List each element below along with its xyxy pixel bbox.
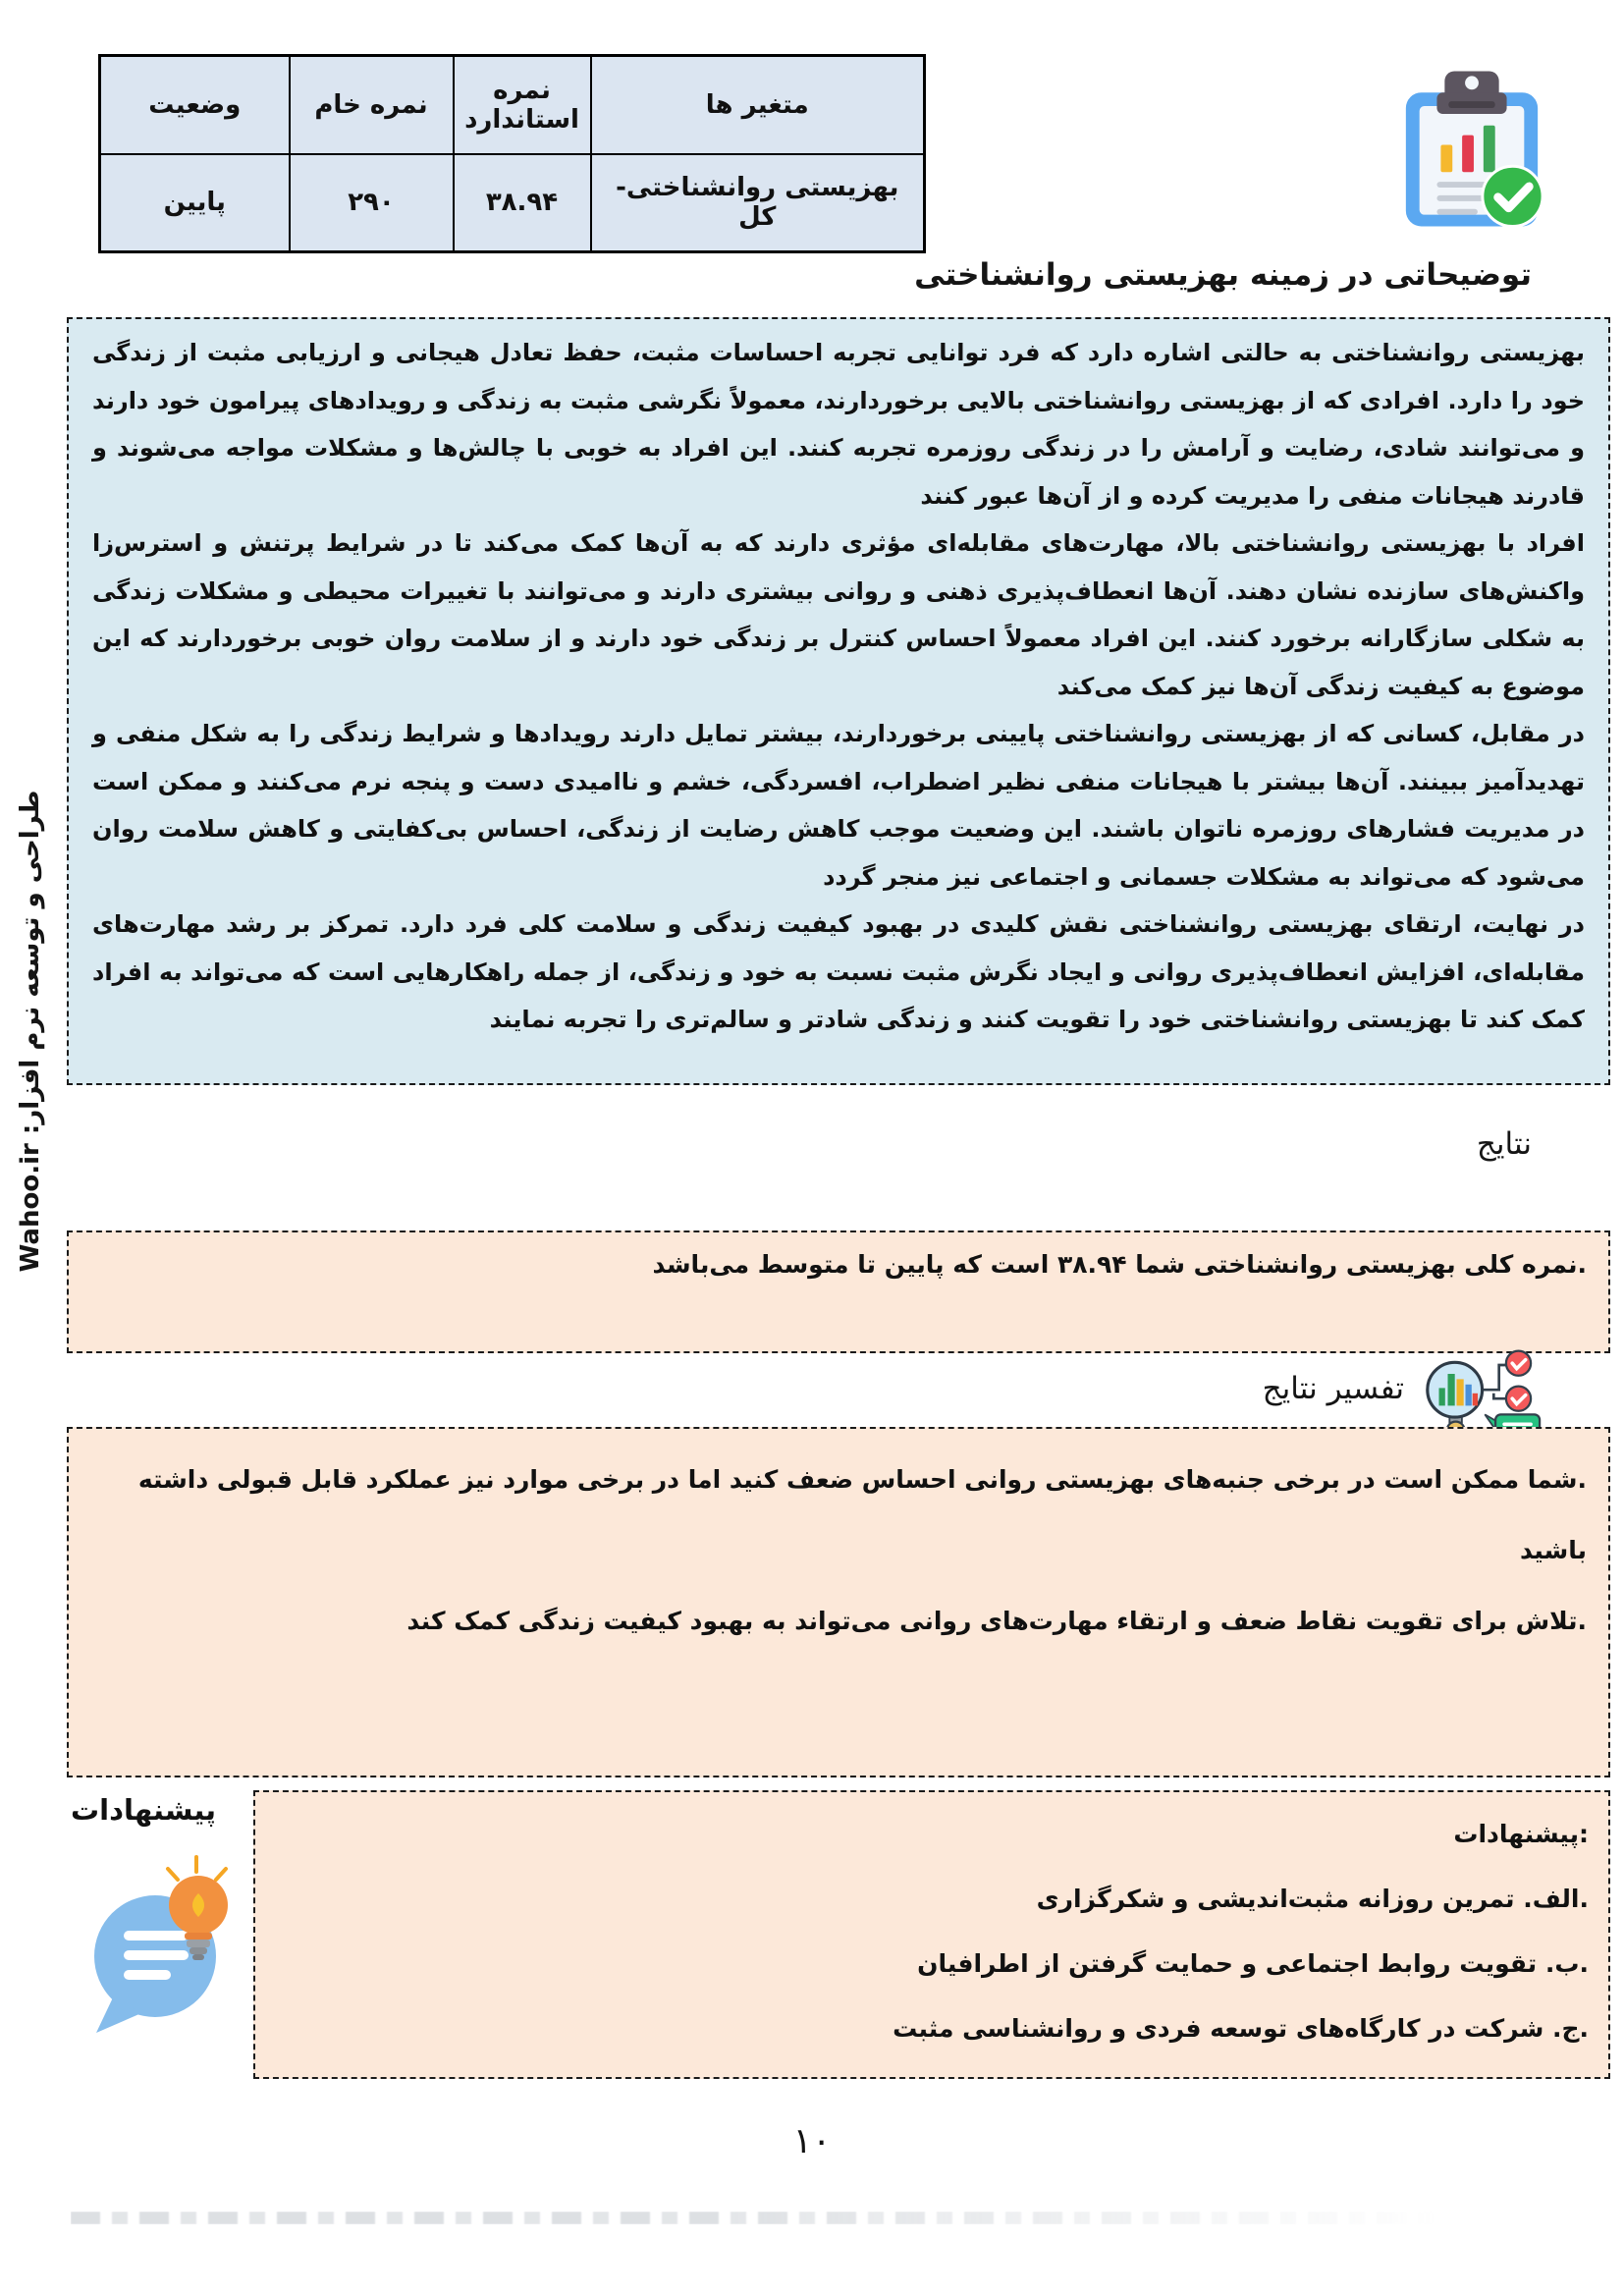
suggestions-box <box>253 1790 1610 2079</box>
header-standard-score: نمره استاندارد <box>454 56 591 154</box>
chat-bubble-lightbulb-icon <box>81 1842 257 2056</box>
suggestions-label: پیشنهادات <box>71 1793 217 1827</box>
header-status: وضعیت <box>100 56 290 154</box>
explanation-paragraph: افراد با بهزیستی روانشناختی بالا، مهارت‌های مقابله‌ای مؤثری دارند که به آن‌ها کمک می‌کند تا در شرایط پرتنش و استرس‌زا واکنش‌های سازنده نشان دهند. آن‌ها انعطاف‌پذیری ذهنی و روانی بیشتری دارند و می‌توانند با تغییرات محیطی و مشکلات زندگی به شکلی سازگارانه برخورد کنند. این افراد معمولاً احساس کنترل بر زندگی خود دارند و از سلامت روان خوبی برخوردارند که این موضوع به کیفیت زندگی آن‌ها نیز کمک می‌کند <box>92 529 1585 700</box>
suggestion-item: .ب. تقویت روابط اجتماعی و حمایت گرفتن از اطرافیان <box>917 1949 1589 1978</box>
explanation-title: توضیحاتی در زمینه بهزیستی روانشناختی <box>914 257 1532 293</box>
results-box <box>67 1230 1610 1353</box>
explanation-paragraph: در مقابل، کسانی که از بهزیستی روانشناختی پایینی برخوردارند، بیشتر تمایل دارند رویدادها و شرایط زندگی را به شکل منفی و تهدیدآمیز ببینند. آن‌ها بیشتر با هیجانات منفی نظیر اضطراب، افسردگی، خشم و ناامیدی دست و پنجه نرم می‌کنند و ممکن است در مدیریت فشارهای روزمره ناتوان باشند. این وضعیت موجب کاهش رضایت از زندگی، احساس بی‌کفایتی و کاهش سلامت روان می‌شود که می‌تواند به مشکلات جسمانی و اجتماعی نیز منجر گردد <box>92 720 1585 891</box>
clipboard-report-check-icon <box>1394 59 1549 238</box>
header-variables: متغیر ها <box>591 56 925 154</box>
page-number: ۱۰ <box>792 2121 832 2161</box>
cell-raw-score: ۲۹۰ <box>290 154 454 252</box>
score-table <box>98 54 926 253</box>
table-header-row <box>100 56 925 154</box>
interpretation-title: تفسیر نتایج <box>1262 1371 1404 1406</box>
interpretation-line: .تلاش برای تقویت نقاط ضعف و ارتقاء مهارت‌های روانی می‌تواند به بهبود کیفیت زندگی کمک کند <box>406 1607 1587 1635</box>
results-title: نتایج <box>1476 1126 1532 1162</box>
explanation-paragraph: در نهایت، ارتقای بهزیستی روانشناختی نقش کلیدی در بهبود کیفیت زندگی و سلامت کلی فرد دارد. تمرکز بر رشد مهارت‌های مقابله‌ای، افزایش انعطاف‌پذیری روانی و ایجاد نگرش مثبت نسبت به خود و زندگی، از جمله راهکارهایی است که می‌تواند به افراد کمک کند تا بهزیستی روانشناختی خود را تقویت کنند و زندگی شادتر و سالم‌تری را تجربه نمایند <box>92 910 1585 1033</box>
suggestion-item: .الف. تمرین روزانه مثبت‌اندیشی و شکرگزاری <box>1036 1885 1589 1913</box>
credit-text: طراحی و توسعه نرم افزار: Wahoo.ir <box>16 790 45 1273</box>
table-row <box>100 154 925 252</box>
interpretation-box <box>67 1427 1610 1777</box>
explanation-paragraph: بهزیستی روانشناختی به حالتی اشاره دارد که فرد توانایی تجربه احساسات مثبت، حفظ تعادل هیجانی و ارزیابی مثبت از زندگی خود را دارد. افرادی که از بهزیستی روانشناختی بالایی برخوردارند، معمولاً نگرشی مثبت به زندگی و رویدادهای پیرامون خود دارند و می‌توانند شادی، رضایت و آرامش را در زندگی روزمره تجربه کنند. این افراد به خوبی با چالش‌ها و مشکلات مواجه می‌شوند و قادرند هیجانات منفی را مدیریت کرده و از آن‌ها عبور کنند <box>92 339 1585 510</box>
suggestions-heading: :پیشنهادات <box>1453 1820 1589 1848</box>
interpretation-line: .شما ممکن است در برخی جنبه‌های بهزیستی روانی احساس ضعف کنید اما در برخی موارد نیز عملکرد قابل قبولی داشته باشید <box>137 1465 1587 1564</box>
footer-faded-text-strip <box>71 2212 1514 2224</box>
results-text: .نمره کلی بهزیستی روانشناختی شما ۳۸.۹۴ است که پایین تا متوسط می‌باشد <box>652 1250 1587 1279</box>
header-raw-score: نمره خام <box>290 56 454 154</box>
explanation-box <box>67 317 1610 1085</box>
cell-variable: بهزیستی روانشناختی-کل <box>591 154 925 252</box>
cell-status: پایین <box>100 154 290 252</box>
suggestion-item: .ج. شرکت در کارگاه‌های توسعه فردی و روانشناسی مثبت <box>893 2014 1589 2043</box>
cell-standard-score: ۳۸.۹۴ <box>454 154 591 252</box>
